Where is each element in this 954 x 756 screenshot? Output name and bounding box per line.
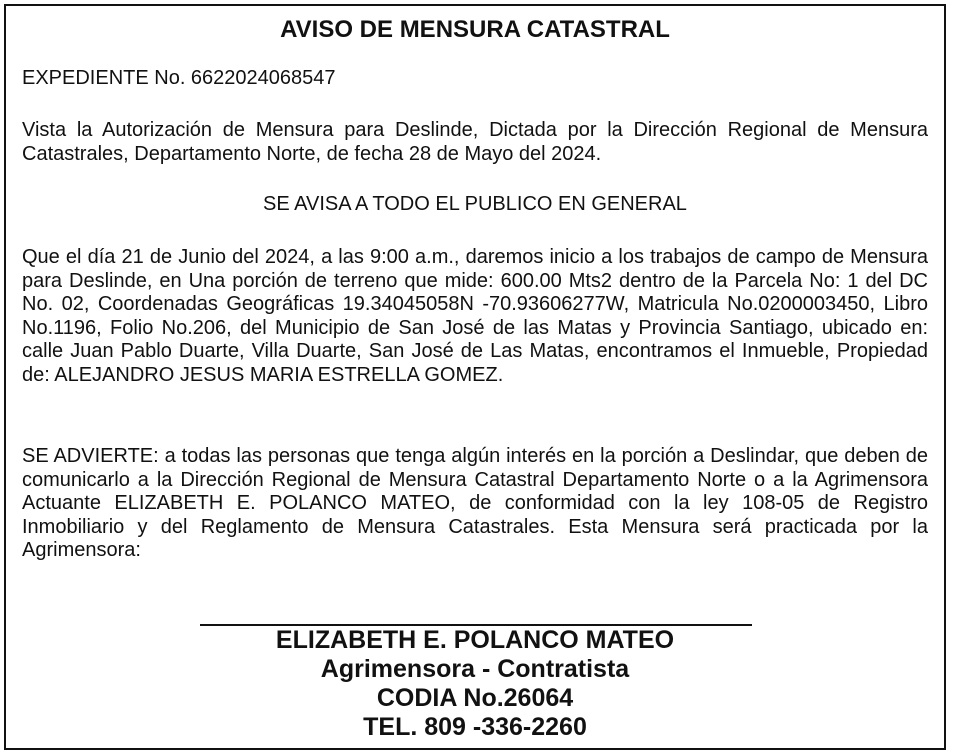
- notice-frame: [4, 4, 946, 750]
- codia-number: CODIA No.26064: [376, 684, 574, 712]
- public-notice-heading: SE AVISA A TODO EL PUBLICO EN GENERAL: [263, 193, 687, 215]
- warning-paragraph: SE ADVIERTE: a todas las personas que tenga algún interés en la porción a Deslindar, que deben de comunicarlo a la Dirección Regional de Mensura Catastral Departamento Norte o a la Agrimensora Actuante ELIZABETH E. POLANCO MATEO, de conformidad con la ley 108-05 de Registro Inmobiliario y del Reglamento de Mensura Catastrales. Esta Mensura será practicada por la Agrimensora:: [22, 445, 928, 561]
- surveyor-role: Agrimensora - Contratista: [320, 655, 630, 683]
- expediente-number: EXPEDIENTE No. 6622024068547: [22, 67, 336, 89]
- authorization-paragraph: Vista la Autorización de Mensura para Deslinde, Dictada por la Dirección Regional de Mensura Catastrales, Departamento Norte, de fecha 28 de Mayo del 2024.: [22, 119, 928, 165]
- survey-details-paragraph: Que el día 21 de Junio del 2024, a las 9:00 a.m., daremos inicio a los trabajos de campo de Mensura para Deslinde, en Una porción de terreno que mide: 600.00 Mts2 dentro de la Parcela No: 1 del DC No. 02, Coordenadas Geográficas 19.34045058N -70.93606277W, Matricula No.0200003450, Libro No.1196, Folio No.206, del Municipio de San José de las Matas y Provincia Santiago, ubicado en: calle Juan Pablo Duarte, Villa Duarte, San José de Las Matas, encontramos el Inmueble, Propiedad de: ALEJANDRO JESUS MARIA ESTRELLA GOMEZ.: [22, 246, 928, 386]
- notice-title: AVISO DE MENSURA CATASTRAL: [280, 16, 670, 43]
- phone-number: TEL. 809 -336-2260: [363, 713, 587, 741]
- signature-block: [6, 626, 944, 742]
- surveyor-name: ELIZABETH E. POLANCO MATEO: [275, 626, 675, 654]
